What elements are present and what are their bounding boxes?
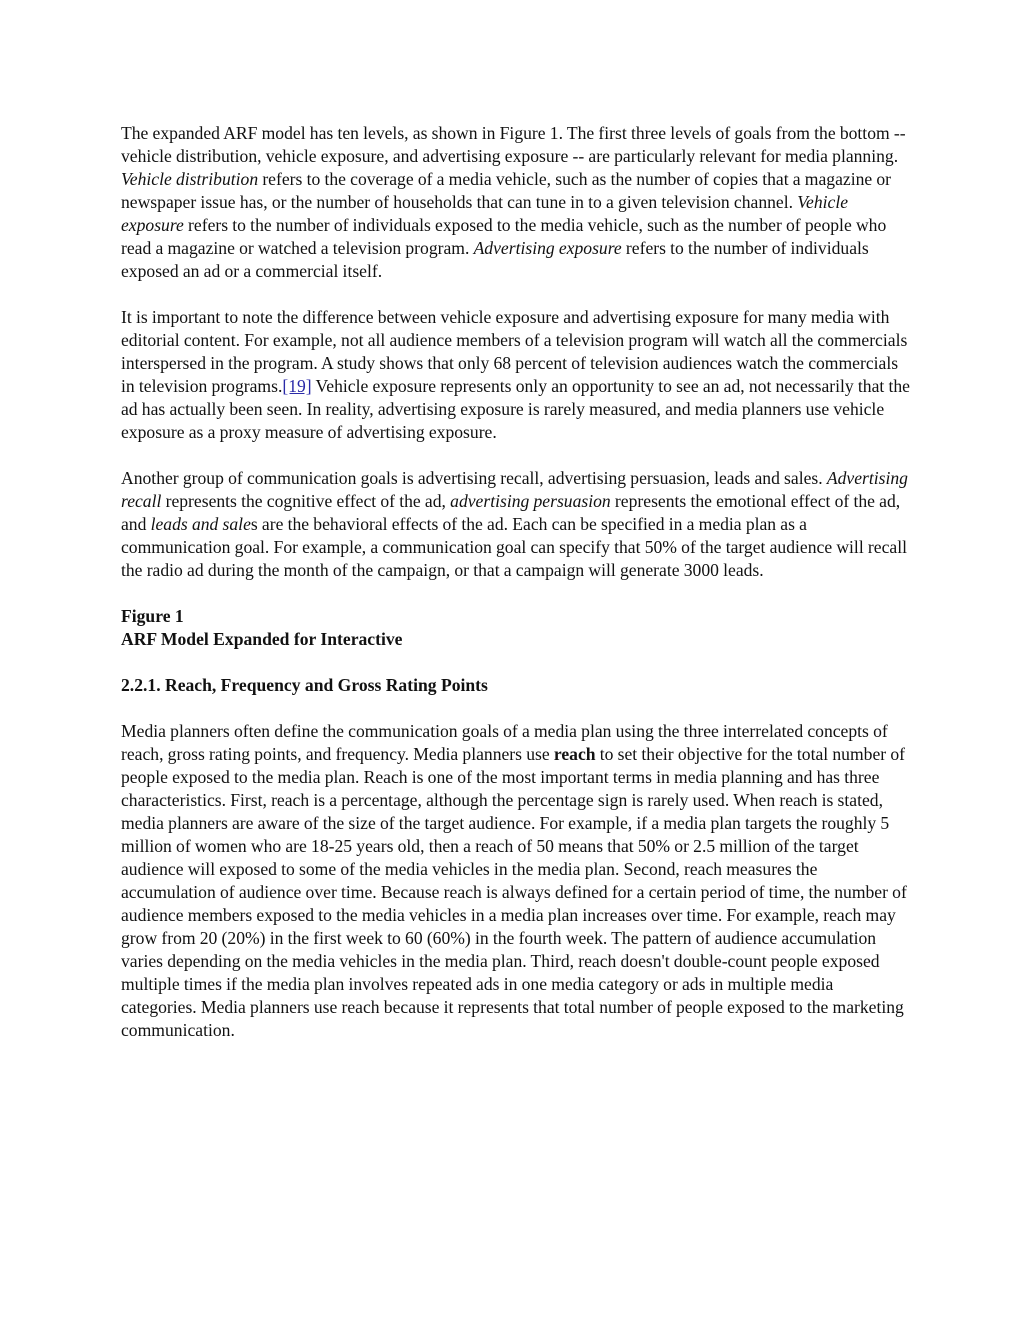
term-advertising-exposure: Advertising exposure [473,238,622,258]
text-run: Another group of communication goals is advertising recall, advertising persuasion, leads and sales. [121,468,827,488]
text-run: The expanded ARF model has ten levels, as shown in Figure 1. The first three levels of goals from the bottom -- vehicle distribution, vehicle exposure, and advertising exposure -- are particularly relevant for media planning. [121,123,906,166]
term-advertising-persuasion: advertising persuasion [450,491,611,511]
section-heading-block [121,674,911,697]
text-run: refers to the coverage of a media vehicle, such as the number of copies that a magazine or newspaper issue has, or the number of households that can tune in to a given television channel. [121,169,892,212]
text-run: to set their objective for the total number of people exposed to the media plan. Reach is one of the most important terms in media planning and has three characteristics. First, reach is a percentage, although the percentage sign is rarely used. When reach is stated, media planners are aware of the size of the target audience. For example, if a media plan targets the roughly 5 million of women who are 18-25 years old, then a reach of 50 means that 50% or 2.5 million of the target audience will exposed to some of the media vehicles in the media plan. Second, reach measures the accumulation of audience over time. Because reach is always defined for a certain period of time, the number of audience members exposed to the media vehicles in a media plan increases over time. For example, reach may grow from 20 (20%) in the first week to 60 (60%) in the fourth week. The pattern of audience accumulation varies depending on the media vehicles in the media plan. Third, reach doesn't double-count people exposed multiple times if the media plan involves repeated ads in one media category or ads in multiple media categories. Media planners use reach because it represents that total number of people exposed to the marketing communication. [121,744,907,1040]
section-heading: 2.2.1. Reach, Frequency and Gross Rating Points [121,675,488,695]
paragraph-exposure-difference [121,306,911,444]
text-run: refers to the number of individuals exposed an ad or a commercial itself. [121,238,869,281]
figure-caption [121,605,911,651]
term-vehicle-distribution: Vehicle distribution [121,169,259,189]
footnote-link-19[interactable]: [19] [282,376,312,396]
text-run: It is important to note the difference between vehicle exposure and advertising exposure for many media with editorial content. For example, not all audience members of a television program will watch all the commercials interspersed in the program. A study shows that only 68 percent of television audiences watch the commercials in television programs. [121,307,908,396]
term-leads-and-sales: leads and sale [150,514,251,534]
text-run: Vehicle exposure represents only an opportunity to see an ad, not necessarily that the ad has actually been seen. In reality, advertising exposure is rarely measured, and media planners use vehicle exposure as a proxy measure of advertising exposure. [121,376,910,442]
paragraph-arf-levels [121,122,911,283]
paragraph-communication-goals [121,467,911,582]
term-vehicle-exposure: Vehicle exposure [121,192,849,235]
text-run: Media planners often define the communication goals of a media plan using the three interrelated concepts of reach, gross rating points, and frequency. Media planners use [121,721,888,764]
figure-title: ARF Model Expanded for Interactive [121,629,403,649]
text-run: s are the behavioral effects of the ad. Each can be specified in a media plan as a communication goal. For example, a communication goal can specify that 50% of the target audience will recall the radio ad during the month of the campaign, or that a campaign will generate 3000 leads. [121,514,907,580]
figure-label: Figure 1 [121,606,184,626]
paragraph-reach [121,720,911,1042]
text-run: represents the cognitive effect of the ad, [161,491,451,511]
term-reach: reach [553,744,596,764]
text-run: represents the emotional effect of the ad, and [121,491,901,534]
document-page [121,122,911,1065]
text-run: refers to the number of individuals exposed to the media vehicle, such as the number of people who read a magazine or watched a television program. [121,215,887,258]
term-advertising-recall: Advertising recall [121,468,908,511]
